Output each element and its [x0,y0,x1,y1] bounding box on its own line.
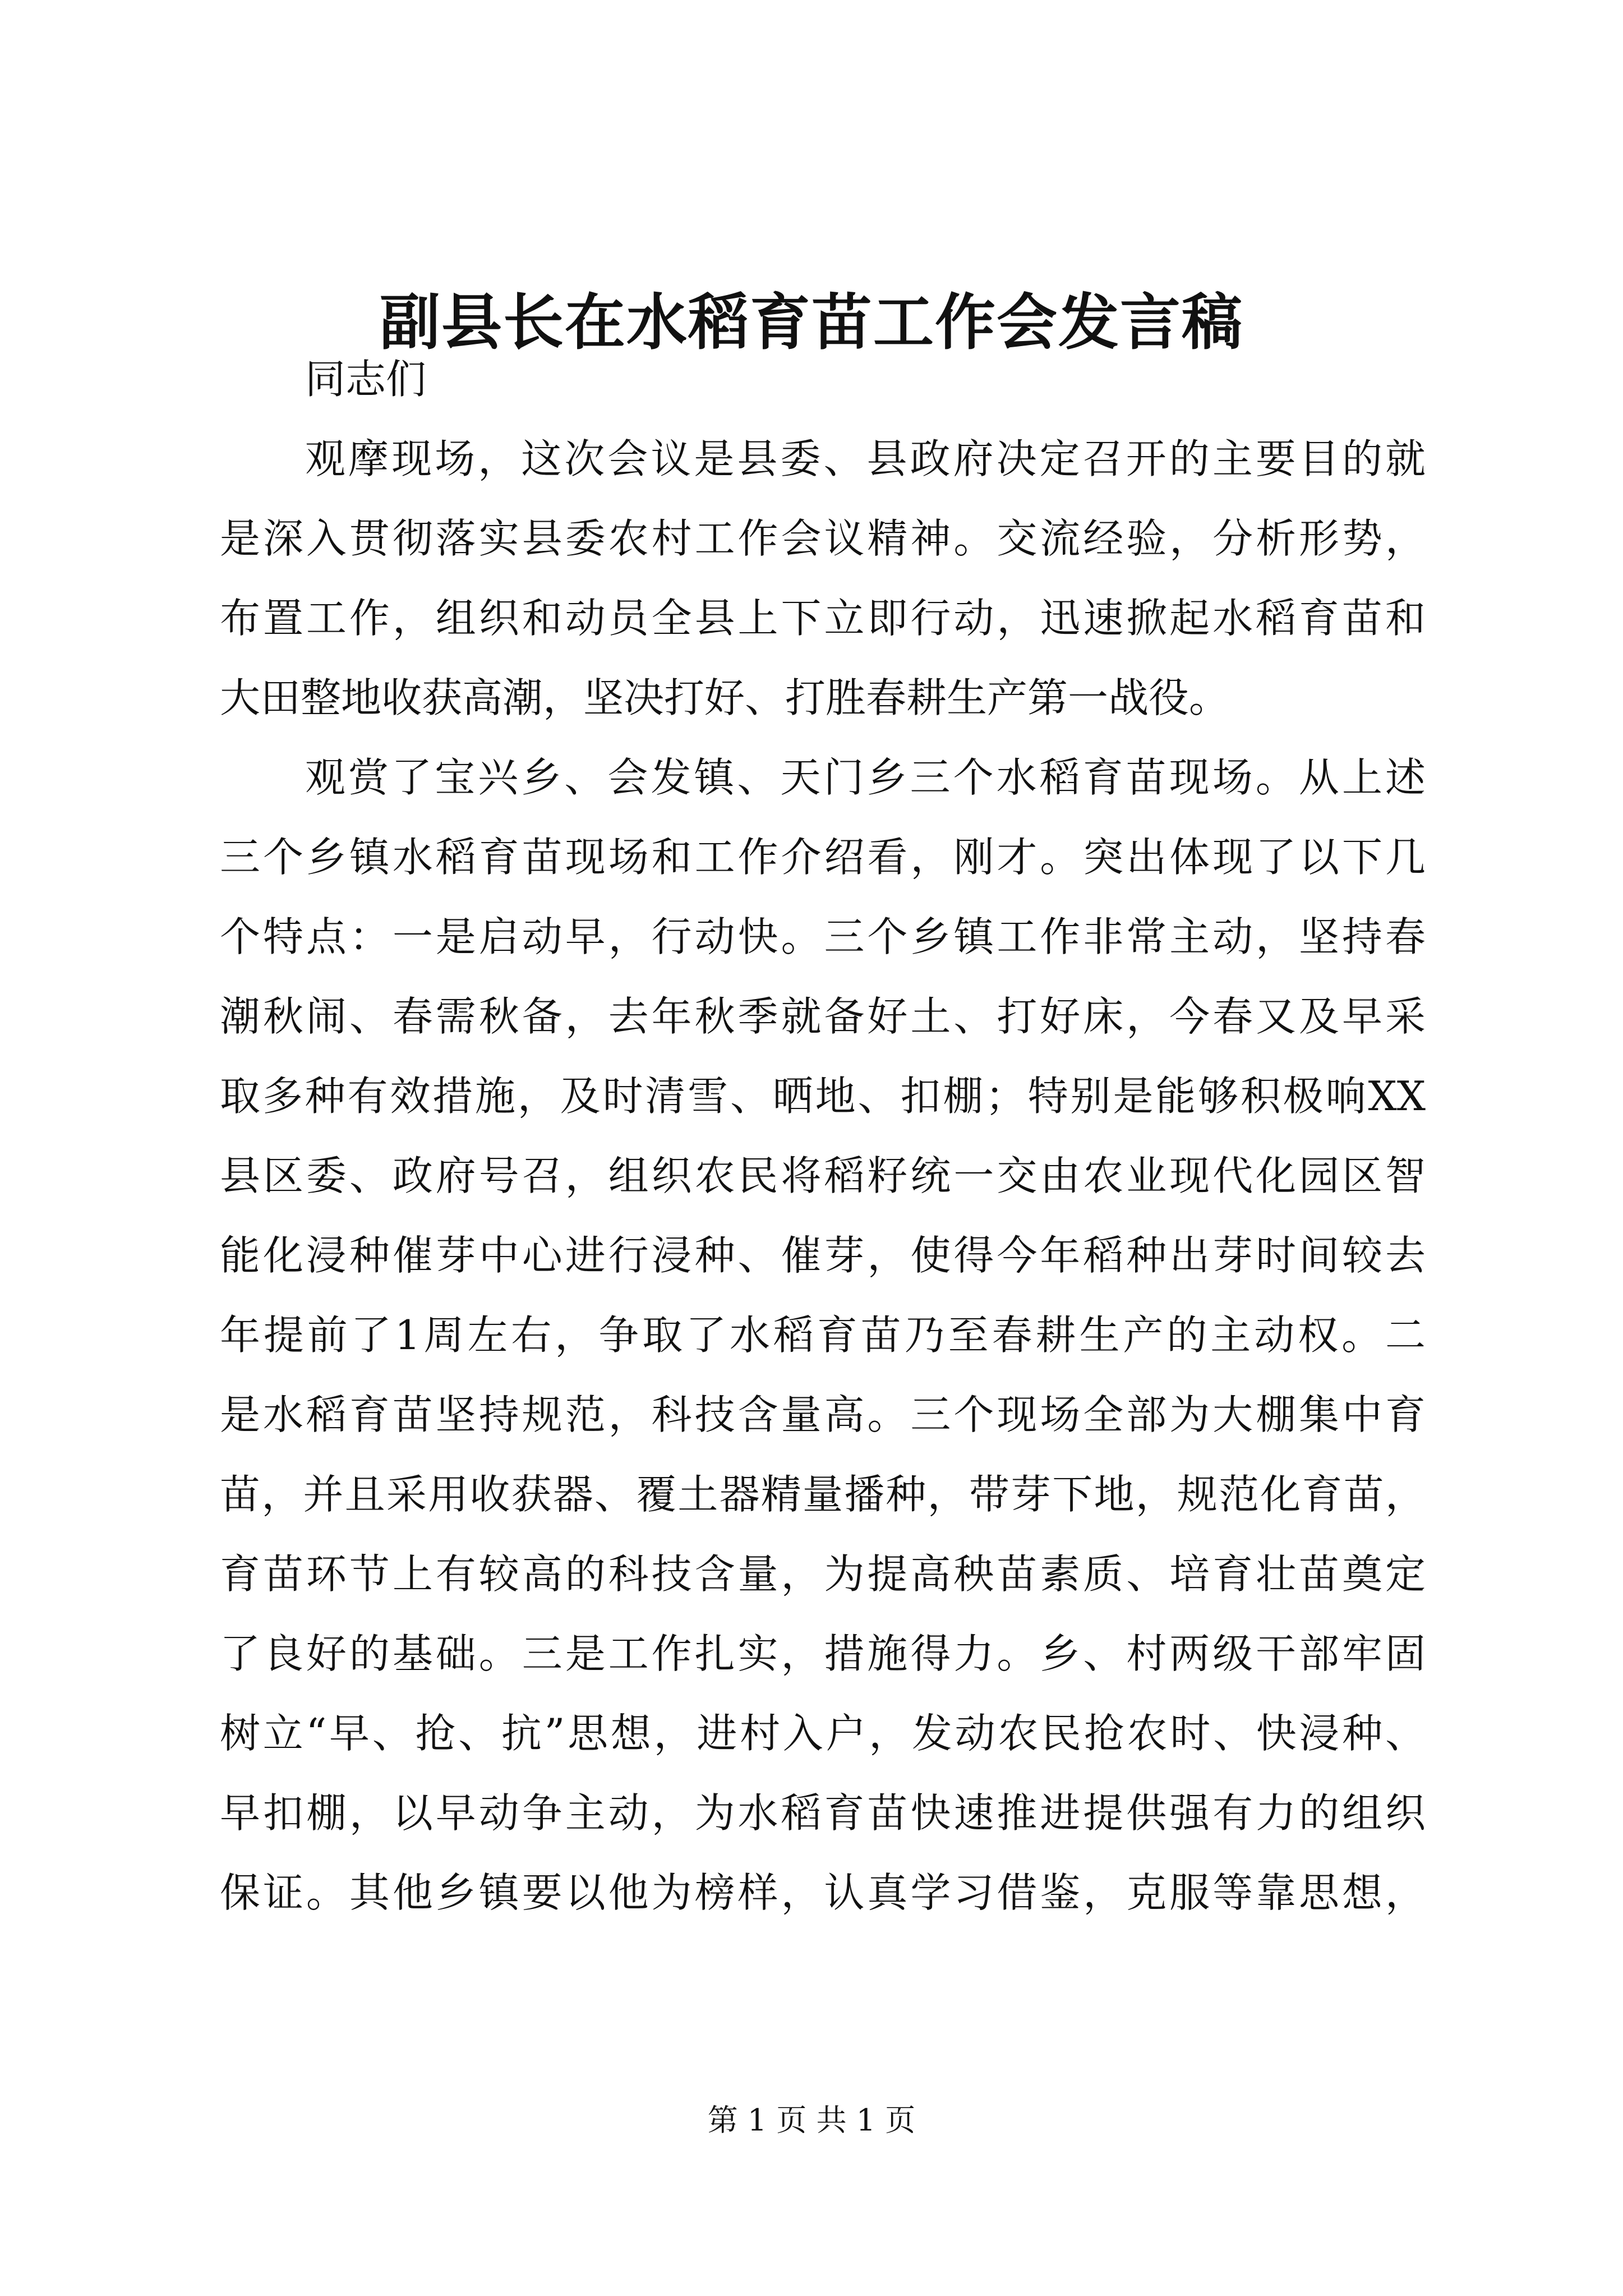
paragraph-line: 潮秋闹、春需秋备，去年秋季就备好土、打好床，今春又及早采 [220,993,1426,1040]
paragraph-line: 早扣棚，以早动争主动，为水稻育苗快速推进提供强有力的组织 [220,1789,1426,1837]
page-number-footer: 第 1 页 共 1 页 [707,2102,916,2138]
paragraph-line: 育苗环节上有较高的科技含量，为提高秧苗素质、培育壮苗奠定 [220,1550,1426,1598]
paragraph-line: 能化浸种催芽中心进行浸种、催芽，使得今年稻种出芽时间较去 [220,1232,1426,1279]
paragraph-line: 布置工作，组织和动员全县上下立即行动，迅速掀起水稻育苗和 [220,595,1426,642]
paragraph-line: 观摩现场，这次会议是县委、县政府决定召开的主要目的就 [305,435,1426,482]
paragraph-line: 个特点：一是启动早，行动快。三个乡镇工作非常主动，坚持春 [220,913,1426,960]
document-title: 副县长在水稻育苗工作会发言稿 [379,287,1243,358]
paragraph-line: 是深入贯彻落实县委农村工作会议精神。交流经验，分析形势， [220,515,1426,562]
paragraph-line: 了良好的基础。三是工作扎实，措施得力。乡、村两级干部牢固 [220,1630,1426,1677]
paragraph-line: 三个乡镇水稻育苗现场和工作介绍看，刚才。突出体现了以下几 [220,834,1426,881]
paragraph-line: 观赏了宝兴乡、会发镇、天门乡三个水稻育苗现场。从上述 [305,754,1426,801]
document-body [220,339,1426,1932]
paragraph-line: 县区委、政府号召，组织农民将稻籽统一交由农业现代化园区智 [220,1152,1426,1199]
salutation-line: 同志们 [305,356,427,403]
paragraph-line: 树立“早、抢、抗”思想，进村入户，发动农民抢农时、快浸种、 [220,1710,1426,1757]
paragraph-line: 大田整地收获高潮，坚决打好、打胜春耕生产第一战役。 [220,674,1230,721]
paragraph-line: 是水稻育苗坚持规范，科技含量高。三个现场全部为大棚集中育 [220,1391,1426,1438]
paragraph-line: 取多种有效措施，及时清雪、晒地、扣棚；特别是能够积极响XX [220,1073,1426,1120]
paragraph-line: 年提前了1周左右，争取了水稻育苗乃至春耕生产的主动权。二 [220,1312,1426,1359]
paragraph-line: 苗，并且采用收获器、覆土器精量播种，带芽下地，规范化育苗， [220,1471,1426,1518]
paragraph-line: 保证。其他乡镇要以他为榜样，认真学习借鉴，克服等靠思想， [220,1869,1426,1916]
